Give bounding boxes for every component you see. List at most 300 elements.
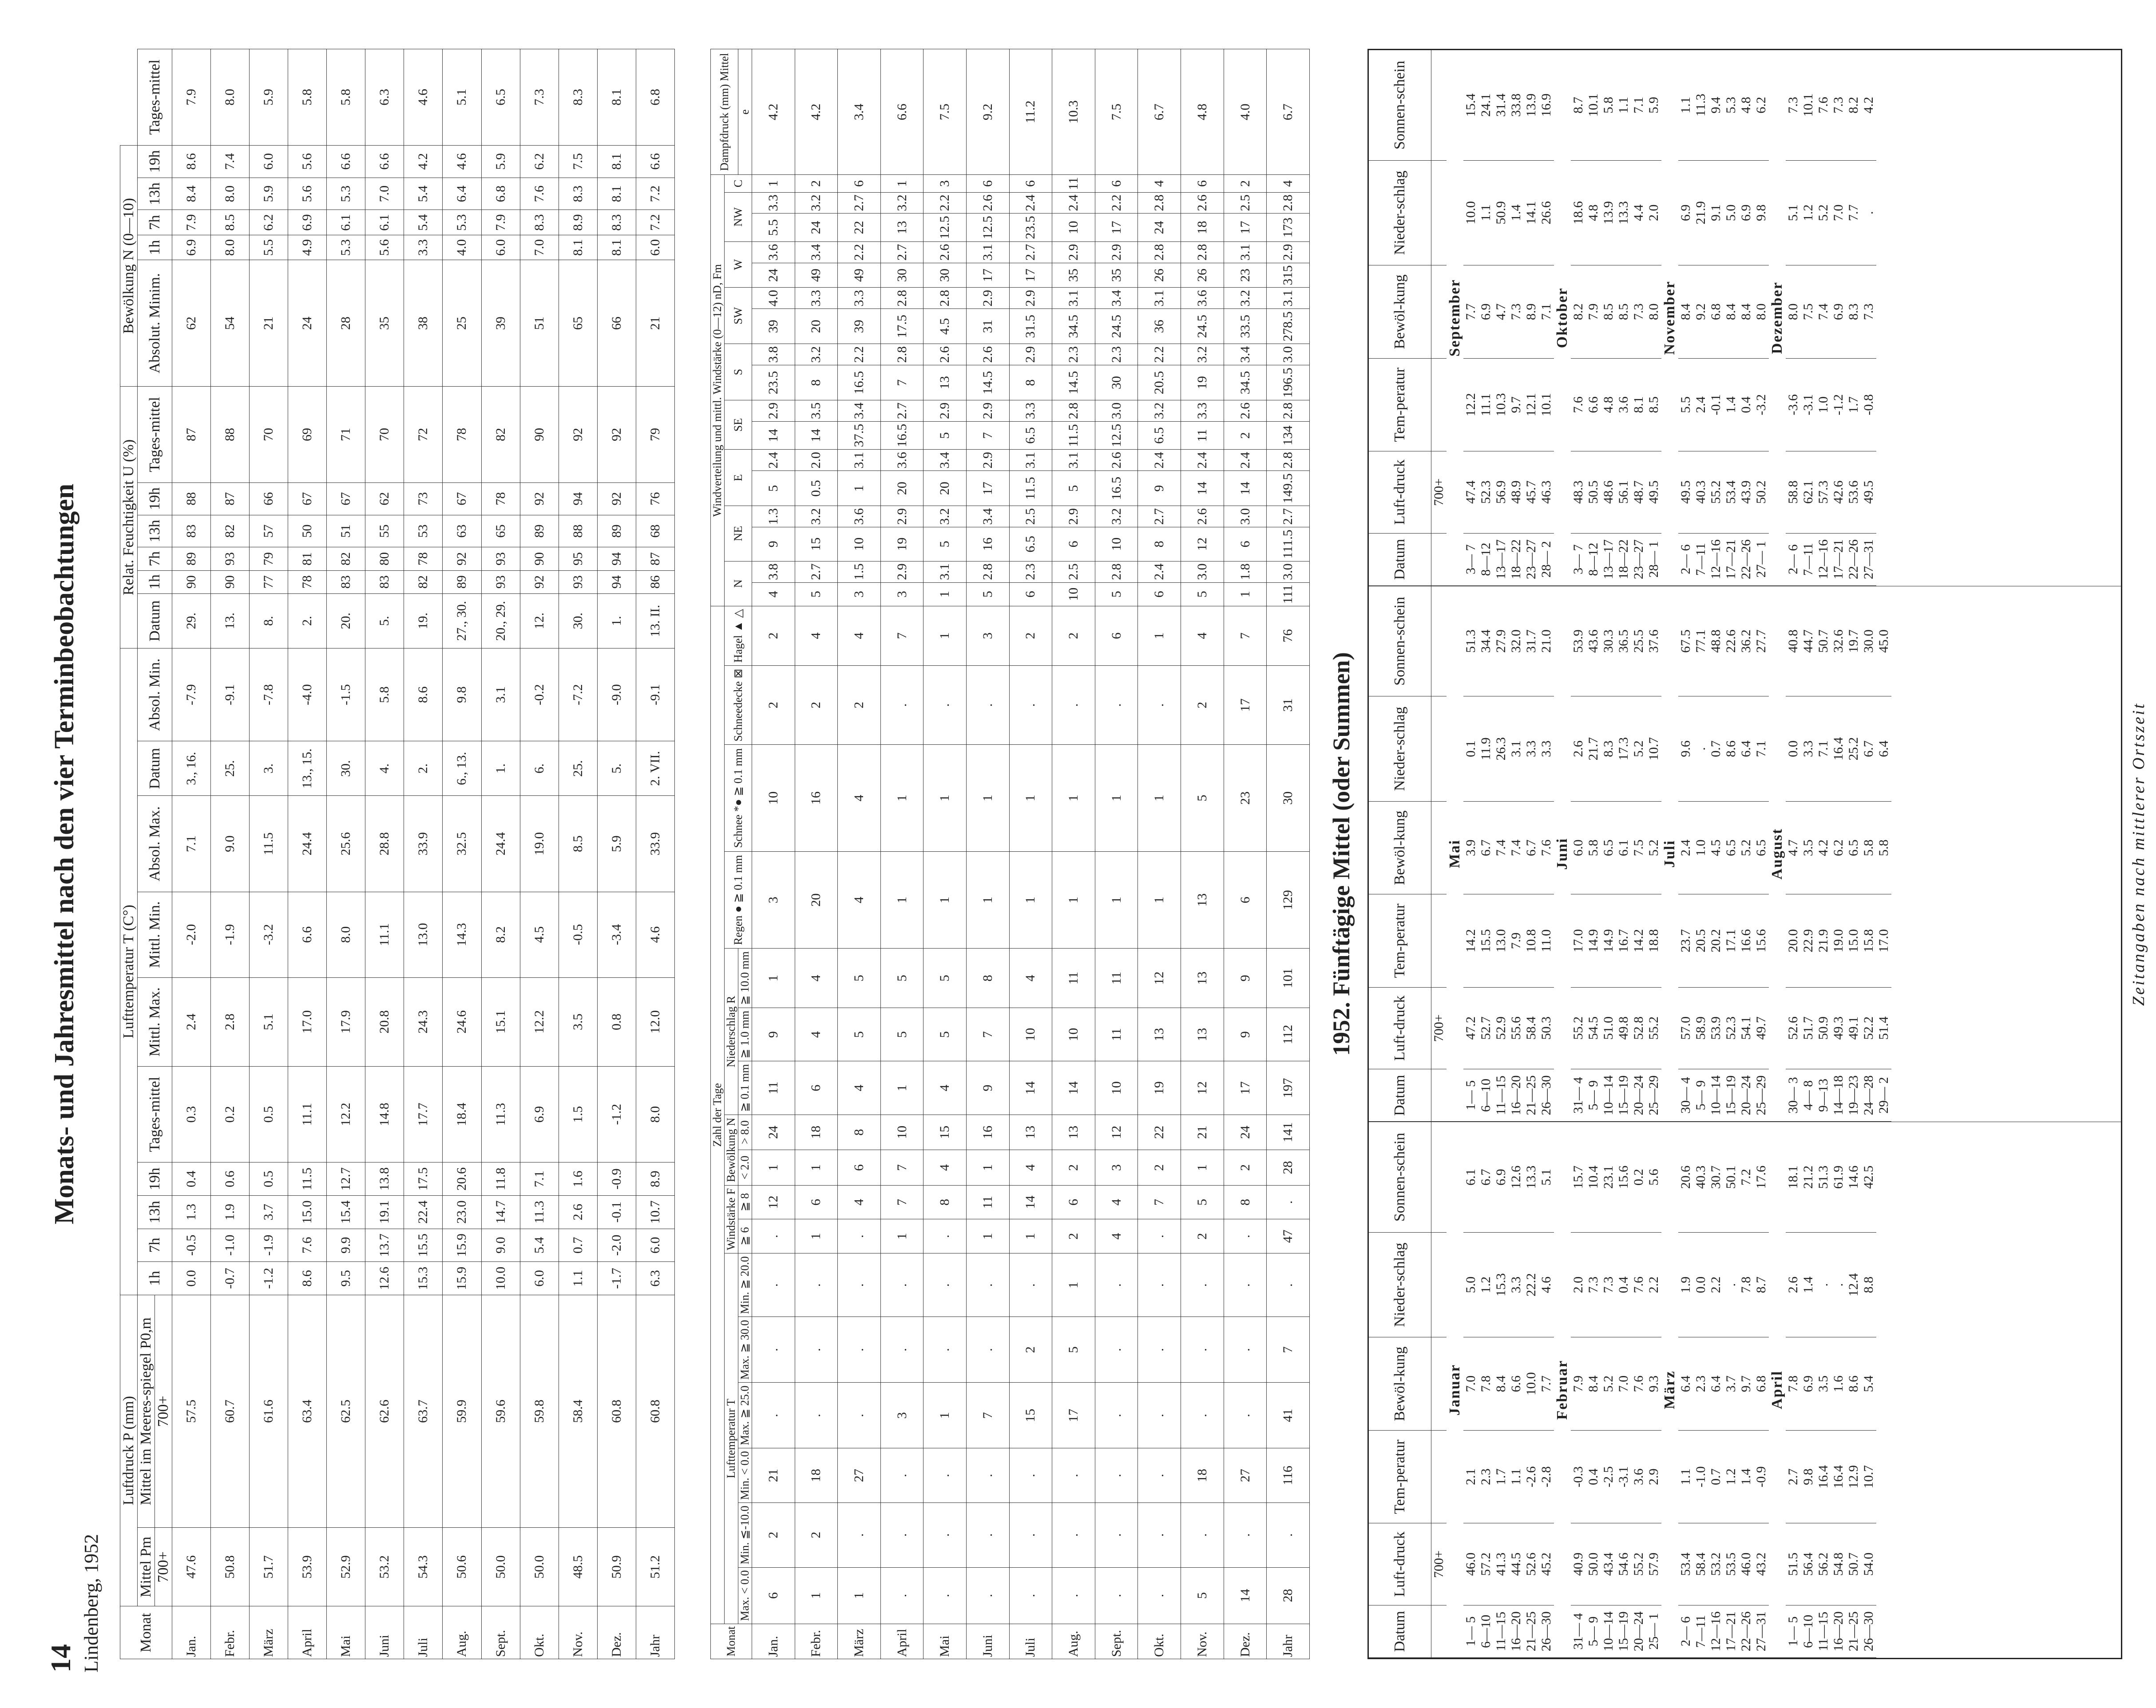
table-cell: 51.0 bbox=[1601, 987, 1616, 1069]
table-cell: 12.0 bbox=[636, 977, 674, 1066]
table-cell: 57.5 bbox=[172, 1295, 211, 1527]
table-cell: 10.4 bbox=[1586, 1122, 1601, 1232]
table-cell: 3.3 bbox=[1539, 696, 1554, 801]
table-cell: 2.8 bbox=[1138, 241, 1181, 263]
table-cell: 93 bbox=[211, 547, 250, 570]
table-cell: 4.2 bbox=[795, 49, 838, 175]
col-r-01: ≧ 0.1 mm bbox=[738, 1061, 752, 1115]
table-cell: . bbox=[1009, 1448, 1052, 1503]
table-row bbox=[1801, 1122, 1816, 1657]
table-cell: 59.9 bbox=[443, 1295, 481, 1527]
table-cell: 5.3 bbox=[1724, 50, 1739, 160]
table-cell: 49.3 bbox=[1831, 987, 1846, 1069]
table-row bbox=[443, 49, 481, 1659]
table-row bbox=[1524, 1122, 1539, 1657]
table-cell: 0.4 bbox=[1616, 1232, 1631, 1337]
table-cell: 47 bbox=[1267, 1219, 1310, 1253]
col-u-tagesmittel: Tages-mittel bbox=[138, 387, 172, 483]
table-cell: 2.6 bbox=[559, 1195, 597, 1229]
table-cell: 41.3 bbox=[1494, 1523, 1509, 1605]
col-t-max-lt0: Max. < 0.0 bbox=[738, 1567, 752, 1624]
table-cell: 1 bbox=[838, 1567, 881, 1624]
table-cell: 8.1 bbox=[1631, 358, 1646, 451]
table-cell: 18 bbox=[795, 1448, 838, 1503]
table-cell: 13.9 bbox=[1601, 160, 1616, 265]
table-cell: 0.7 bbox=[1708, 696, 1724, 801]
table-cell: 20.6 bbox=[1678, 1122, 1693, 1232]
table-cell: 7.5 bbox=[923, 49, 967, 175]
table-cell: 13., 15. bbox=[288, 741, 327, 796]
table-row bbox=[1463, 50, 1478, 585]
table-cell: 3 bbox=[1095, 1150, 1138, 1185]
table-cell: 11.5 bbox=[250, 796, 288, 892]
col-prefix: 700+ bbox=[155, 1528, 172, 1606]
table-cell: -0.8 bbox=[1861, 358, 1876, 451]
table-cell: -3.2 bbox=[250, 892, 288, 977]
table-cell: 48.6 bbox=[1601, 451, 1616, 533]
table-cell: 7 bbox=[880, 365, 923, 400]
date-range: 13—17 bbox=[1494, 533, 1509, 585]
table-cell: 3.2 bbox=[795, 344, 838, 365]
table-cell: 13.3 bbox=[1524, 1122, 1539, 1232]
month-row bbox=[1554, 586, 1571, 1122]
table-cell: 9.8 bbox=[1754, 160, 1769, 265]
table-cell: -3.2 bbox=[1754, 358, 1769, 451]
table-cell: 17 bbox=[967, 263, 1010, 288]
month-row bbox=[1661, 1122, 1678, 1657]
col-wind-e: E bbox=[725, 450, 752, 506]
table-cell: 9 bbox=[967, 1061, 1010, 1115]
table-cell: 6.8 bbox=[481, 178, 520, 210]
table-cell: 52.6 bbox=[1786, 987, 1801, 1069]
table-row bbox=[1052, 49, 1095, 1659]
table-cell: 90 bbox=[520, 387, 559, 483]
table-row bbox=[1861, 1122, 1876, 1657]
table-cell: 7 bbox=[1267, 1317, 1310, 1383]
col-niederschlag: Nieder-schlag bbox=[1369, 160, 1431, 265]
col-wind-c: C bbox=[725, 175, 752, 192]
table-cell: 31.4 bbox=[1494, 50, 1509, 160]
table-cell: 6.0 bbox=[1571, 801, 1586, 894]
table-cell: 5.1 bbox=[1539, 1122, 1554, 1232]
date-range: 26—30 bbox=[1539, 1069, 1554, 1122]
table-cell: 2 bbox=[1009, 606, 1052, 665]
table-cell: . bbox=[795, 1317, 838, 1383]
table-cell: 5 bbox=[752, 471, 795, 506]
month-row bbox=[1769, 1122, 1786, 1657]
month-label: Nov. bbox=[559, 1606, 597, 1659]
table-cell: 2.4 bbox=[172, 977, 211, 1066]
col-niederschlag: Nieder-schlag bbox=[1369, 696, 1431, 801]
date-range: 5— 9 bbox=[1586, 1605, 1601, 1657]
table-cell: 2. bbox=[288, 593, 327, 648]
date-range: 8—12 bbox=[1478, 533, 1494, 585]
table-cell: 67.5 bbox=[1678, 586, 1693, 696]
table-cell: 111.5 bbox=[1267, 527, 1310, 561]
table-cell: -2.6 bbox=[1524, 1431, 1539, 1523]
table-cell: 56.1 bbox=[1616, 451, 1631, 533]
table-cell: 20.5 bbox=[1138, 365, 1181, 400]
col-t-mittl-max: Mittl. Max. bbox=[138, 977, 172, 1066]
table-cell: 6.7 bbox=[1478, 1122, 1494, 1232]
table-cell: 69 bbox=[288, 387, 327, 483]
table-cell: 2 bbox=[752, 606, 795, 665]
month-label: Okt. bbox=[1138, 1624, 1181, 1659]
table-cell: 4.8 bbox=[1739, 50, 1754, 160]
table-cell: 15.4 bbox=[327, 1195, 365, 1229]
table-cell: 2.9 bbox=[1267, 241, 1310, 263]
table-cell: 6.6 bbox=[327, 145, 365, 178]
col-wind-sw: SW bbox=[725, 288, 752, 344]
table-cell: 6 bbox=[838, 1150, 881, 1185]
table-cell: . bbox=[967, 1567, 1010, 1624]
table-cell: 55.6 bbox=[1509, 987, 1524, 1069]
date-range: 10—14 bbox=[1601, 1605, 1616, 1657]
table-cell: 1 bbox=[1095, 851, 1138, 948]
table-cell: 60.8 bbox=[597, 1295, 636, 1527]
table-cell: 40.8 bbox=[1786, 586, 1801, 696]
table-cell: 30 bbox=[1267, 745, 1310, 852]
table-cell: 15.9 bbox=[443, 1262, 481, 1295]
table-cell: 60.8 bbox=[636, 1295, 674, 1527]
table-cell: -0.1 bbox=[597, 1195, 636, 1229]
table-row bbox=[1586, 586, 1601, 1122]
table-cell: . bbox=[1009, 665, 1052, 744]
table-cell: 2.8 bbox=[1267, 450, 1310, 471]
table-cell: 3 bbox=[880, 1383, 923, 1448]
table-row bbox=[1138, 49, 1181, 1659]
table-cell: . bbox=[1181, 1253, 1224, 1317]
table-cell: 1.2 bbox=[1724, 1431, 1739, 1523]
table-cell: 6.1 bbox=[1463, 1122, 1478, 1232]
table-cell: 14.6 bbox=[1846, 1122, 1861, 1232]
table-cell: 14 bbox=[1052, 1061, 1095, 1115]
table-cell: 21.0 bbox=[1539, 586, 1554, 696]
table-cell: 1.5 bbox=[559, 1066, 597, 1162]
table-cell: 4.7 bbox=[1786, 801, 1801, 894]
table-row bbox=[1095, 49, 1138, 1659]
table-cell: 9.4 bbox=[1708, 50, 1724, 160]
table-cell: 8.2 bbox=[481, 892, 520, 977]
table-cell: . bbox=[838, 1253, 881, 1317]
table-cell: -1.7 bbox=[597, 1262, 636, 1295]
col-meeresspiegel: Mittel im Meeres-spiegel P0,m bbox=[138, 1295, 155, 1527]
col-prefix: 700+ bbox=[155, 1295, 172, 1527]
table-cell: 68 bbox=[636, 515, 674, 547]
table-cell: 92 bbox=[559, 387, 597, 483]
table-cell: 15.0 bbox=[1846, 894, 1861, 987]
table-cell: 6.5 bbox=[481, 49, 520, 146]
table-cell: 57.0 bbox=[1678, 987, 1693, 1069]
table-cell: 0.4 bbox=[172, 1162, 211, 1196]
table-cell: 22 bbox=[838, 214, 881, 241]
table-cell: 5 bbox=[1052, 471, 1095, 506]
table-cell: 1 bbox=[880, 1061, 923, 1115]
table-cell: 7.4 bbox=[211, 145, 250, 178]
col-u-19h: 19h bbox=[138, 482, 172, 515]
table-cell: 12.4 bbox=[1846, 1232, 1861, 1337]
table-cell: 13 bbox=[1052, 1115, 1095, 1150]
table-cell: . bbox=[1267, 1253, 1310, 1317]
five-day-block bbox=[1368, 1122, 2122, 1659]
table-cell: 13 bbox=[923, 365, 967, 400]
table-cell: 6.1 bbox=[327, 210, 365, 235]
table-cell: 82 bbox=[327, 547, 365, 570]
table-cell: 116 bbox=[1267, 1448, 1310, 1503]
table-cell: 12.2 bbox=[520, 977, 559, 1066]
table-row bbox=[520, 49, 559, 1659]
date-range: 7—11 bbox=[1801, 533, 1816, 585]
table-cell: 17.0 bbox=[1571, 894, 1586, 987]
table-cell: 51.5 bbox=[1786, 1523, 1801, 1605]
table-cell: 55.2 bbox=[1631, 1523, 1646, 1605]
table-cell: 11.3 bbox=[520, 1195, 559, 1229]
table-cell: 2.6 bbox=[1571, 696, 1586, 801]
table-cell: 5.2 bbox=[1646, 801, 1661, 894]
table-cell: 7.0 bbox=[1616, 1337, 1631, 1431]
table-cell: 16.4 bbox=[1831, 1431, 1846, 1523]
table-cell: 26.6 bbox=[1539, 160, 1554, 265]
table-cell: 48.7 bbox=[1631, 451, 1646, 533]
table-cell: . bbox=[880, 1253, 923, 1317]
table-cell: 36 bbox=[1138, 309, 1181, 344]
date-range: 14—18 bbox=[1831, 1069, 1846, 1122]
table-cell: 94 bbox=[597, 547, 636, 570]
table-cell: 44.7 bbox=[1801, 586, 1816, 696]
table-cell: 25.5 bbox=[1631, 586, 1646, 696]
table-cell: 1 bbox=[1009, 851, 1052, 948]
table-cell: 37.5 bbox=[838, 421, 881, 449]
table-cell: 3.2 bbox=[1138, 400, 1181, 422]
table-cell: 6.6 bbox=[1509, 1337, 1524, 1431]
table-cell: 52.8 bbox=[1631, 987, 1646, 1069]
month-label: Okt. bbox=[520, 1606, 559, 1659]
table-cell: 16 bbox=[795, 745, 838, 852]
table-cell: 35 bbox=[365, 260, 404, 387]
month-label: Juni bbox=[1554, 586, 1571, 1122]
table-cell: 54.1 bbox=[1739, 987, 1754, 1069]
table-cell: 13. bbox=[211, 593, 250, 648]
table-cell: 8.0 bbox=[327, 892, 365, 977]
date-range: 21—25 bbox=[1524, 1605, 1539, 1657]
date-range: 10—14 bbox=[1601, 1069, 1616, 1122]
table-cell: 3.1 bbox=[1052, 288, 1095, 309]
date-range: 5— 9 bbox=[1586, 1069, 1601, 1122]
table-cell: 30.7 bbox=[1708, 1122, 1724, 1232]
table-cell: 6.9 bbox=[1494, 1122, 1509, 1232]
table-cell: 11.8 bbox=[481, 1162, 520, 1196]
table-cell: 5.8 bbox=[288, 49, 327, 146]
table-cell: 3 bbox=[838, 582, 881, 606]
table-cell: 57 bbox=[250, 515, 288, 547]
table-row bbox=[1494, 1122, 1509, 1657]
date-range: 9—13 bbox=[1816, 1069, 1831, 1122]
table-cell: . bbox=[752, 1253, 795, 1317]
table-cell: 2.9 bbox=[967, 400, 1010, 422]
table-cell: 2 bbox=[1224, 175, 1267, 192]
table-row bbox=[1509, 586, 1524, 1122]
table-cell: 48.5 bbox=[559, 1528, 597, 1606]
date-range: 23—27 bbox=[1524, 533, 1539, 585]
table-cell: 11 bbox=[1052, 949, 1095, 1008]
table-row bbox=[559, 49, 597, 1659]
col-monat: Monat bbox=[120, 1606, 172, 1659]
month-row bbox=[1769, 50, 1786, 585]
date-range: 15—19 bbox=[1724, 1069, 1739, 1122]
table-cell: 5.9 bbox=[250, 49, 288, 146]
table-row bbox=[1616, 1122, 1631, 1657]
date-range: 21—25 bbox=[1846, 1605, 1861, 1657]
table-cell: 0.4 bbox=[1739, 358, 1754, 451]
table-cell: 14.7 bbox=[481, 1195, 520, 1229]
table-row bbox=[1616, 50, 1631, 585]
table-cell: 15.4 bbox=[1463, 50, 1478, 160]
table-cell: 16 bbox=[967, 527, 1010, 561]
table-cell: 17 bbox=[1224, 214, 1267, 241]
table-cell: 6 bbox=[752, 1567, 795, 1624]
date-range: 12—16 bbox=[1708, 1605, 1724, 1657]
table-cell: 38 bbox=[404, 260, 443, 387]
table-cell: 2.9 bbox=[880, 561, 923, 582]
table-row bbox=[880, 49, 923, 1659]
table-cell: 56.4 bbox=[1801, 1523, 1816, 1605]
table-cell: 0.2 bbox=[1631, 1122, 1646, 1232]
table-cell: 49.7 bbox=[1754, 987, 1769, 1069]
table-cell: 77 bbox=[250, 570, 288, 593]
table-row bbox=[1861, 586, 1876, 1122]
table-cell: 3.1 bbox=[967, 241, 1010, 263]
table-cell: 30.0 bbox=[1861, 586, 1876, 696]
table-cell: 8.6 bbox=[1724, 696, 1739, 801]
place-year: Lindenberg, 1952 bbox=[80, 1534, 102, 1672]
table-cell: 6.7 bbox=[1138, 49, 1181, 175]
table-cell: 3.3 bbox=[1801, 696, 1816, 801]
table-cell: 51.4 bbox=[1876, 987, 1891, 1069]
col-f-ge8: ≧ 8 bbox=[738, 1185, 752, 1219]
table-cell: 4.9 bbox=[288, 235, 327, 260]
table-cell: 24 bbox=[752, 263, 795, 288]
table-cell: 2.0 bbox=[1571, 1232, 1586, 1337]
table-cell: 24 bbox=[1224, 1115, 1267, 1150]
table-cell: 197 bbox=[1267, 1061, 1310, 1115]
table-cell: 6.6 bbox=[1586, 358, 1601, 451]
table-cell: 51.7 bbox=[250, 1528, 288, 1606]
col-datum: Datum bbox=[1369, 1605, 1431, 1657]
table-cell: 6 bbox=[1224, 851, 1267, 948]
table-cell: 4 bbox=[838, 851, 881, 948]
table-cell: 13 bbox=[1009, 1115, 1052, 1150]
table-cell: 3.3 bbox=[1009, 400, 1052, 422]
table-cell: 67 bbox=[443, 482, 481, 515]
col-niederschlag: Niederschlag R bbox=[725, 949, 738, 1115]
table-row bbox=[1524, 586, 1539, 1122]
table-cell: 5.4 bbox=[520, 1229, 559, 1262]
table-row bbox=[1724, 1122, 1739, 1657]
date-range: 12—16 bbox=[1816, 533, 1831, 585]
table-row bbox=[636, 49, 674, 1659]
table-cell: 22.9 bbox=[1801, 894, 1816, 987]
table-cell: 2. VII. bbox=[636, 741, 674, 796]
table-cell: 1 bbox=[1009, 1219, 1052, 1253]
table-cell: 77.1 bbox=[1693, 586, 1708, 696]
table-cell: 11.9 bbox=[1478, 696, 1494, 801]
table-cell: 14 bbox=[752, 421, 795, 449]
table-cell: 1 bbox=[967, 745, 1010, 852]
table-cell: 2.4 bbox=[1181, 450, 1224, 471]
table-cell: 3 bbox=[880, 582, 923, 606]
table-cell: 58.4 bbox=[1524, 987, 1539, 1069]
month-label: Aug. bbox=[443, 1606, 481, 1659]
month-label: Dezember bbox=[1769, 50, 1786, 585]
table-cell: 5.3 bbox=[327, 178, 365, 210]
table-cell: 1 bbox=[1052, 1253, 1095, 1317]
col-datum: Datum bbox=[1369, 1069, 1431, 1122]
table-cell: 9 bbox=[752, 527, 795, 561]
table-cell: . bbox=[923, 1219, 967, 1253]
table-cell: 5.1 bbox=[443, 49, 481, 146]
table-cell: 5.6 bbox=[288, 145, 327, 178]
month-label: Febr. bbox=[211, 1606, 250, 1659]
table-cell: 17.9 bbox=[327, 977, 365, 1066]
table-cell: 16.5 bbox=[1095, 471, 1138, 506]
table-cell: 1 bbox=[923, 582, 967, 606]
table-cell: 6.4 bbox=[1739, 696, 1754, 801]
table-cell: 13.3 bbox=[1616, 160, 1631, 265]
table-cell: . bbox=[880, 665, 923, 744]
table-cell: 0.0 bbox=[172, 1262, 211, 1295]
table-cell: 88 bbox=[172, 482, 211, 515]
table-cell: 15.5 bbox=[404, 1229, 443, 1262]
table-cell: 1.1 bbox=[1678, 50, 1693, 160]
table-cell: 10 bbox=[838, 527, 881, 561]
table-row bbox=[838, 49, 881, 1659]
table-cell: 6.8 bbox=[636, 49, 674, 146]
table-cell: 6.0 bbox=[636, 1229, 674, 1262]
table-cell: 35 bbox=[1052, 263, 1095, 288]
table-cell: 4 bbox=[795, 1008, 838, 1061]
table-cell: . bbox=[1861, 160, 1876, 265]
table-cell: 5.9 bbox=[250, 178, 288, 210]
date-range: 22—26 bbox=[1739, 1605, 1754, 1657]
month-label: März bbox=[1661, 1122, 1678, 1657]
table-cell: 0.2 bbox=[211, 1066, 250, 1162]
table-cell: . bbox=[1095, 1567, 1138, 1624]
month-label: Juli bbox=[404, 1606, 443, 1659]
table-cell: 7.5 bbox=[559, 145, 597, 178]
table-row bbox=[1631, 1122, 1646, 1657]
table-cell: 6.5 bbox=[1724, 801, 1739, 894]
table-cell: 4.0 bbox=[443, 235, 481, 260]
table-cell: 3.6 bbox=[838, 506, 881, 527]
table-cell: 10 bbox=[752, 745, 795, 852]
page-title: Monats- und Jahresmittel nach den vier Terminbeobachtungen bbox=[49, 483, 79, 1225]
table-cell: -0.9 bbox=[597, 1162, 636, 1196]
table-cell: 2.9 bbox=[1009, 344, 1052, 365]
table-row bbox=[1708, 1122, 1724, 1657]
table-cell: -7.2 bbox=[559, 648, 597, 741]
table-cell: 62 bbox=[172, 260, 211, 387]
table-cell: 7.4 bbox=[1509, 801, 1524, 894]
table-cell: 9.2 bbox=[1693, 265, 1708, 359]
table-cell: . bbox=[923, 1253, 967, 1317]
table-cell: 8.4 bbox=[1724, 265, 1739, 359]
table-cell: 6.5 bbox=[1846, 801, 1861, 894]
table-cell: 17 bbox=[1095, 214, 1138, 241]
table-row bbox=[1754, 50, 1769, 585]
table-cell: 3.1 bbox=[923, 561, 967, 582]
table-cell: 44.5 bbox=[1509, 1523, 1524, 1605]
table-cell: 20 bbox=[795, 309, 838, 344]
